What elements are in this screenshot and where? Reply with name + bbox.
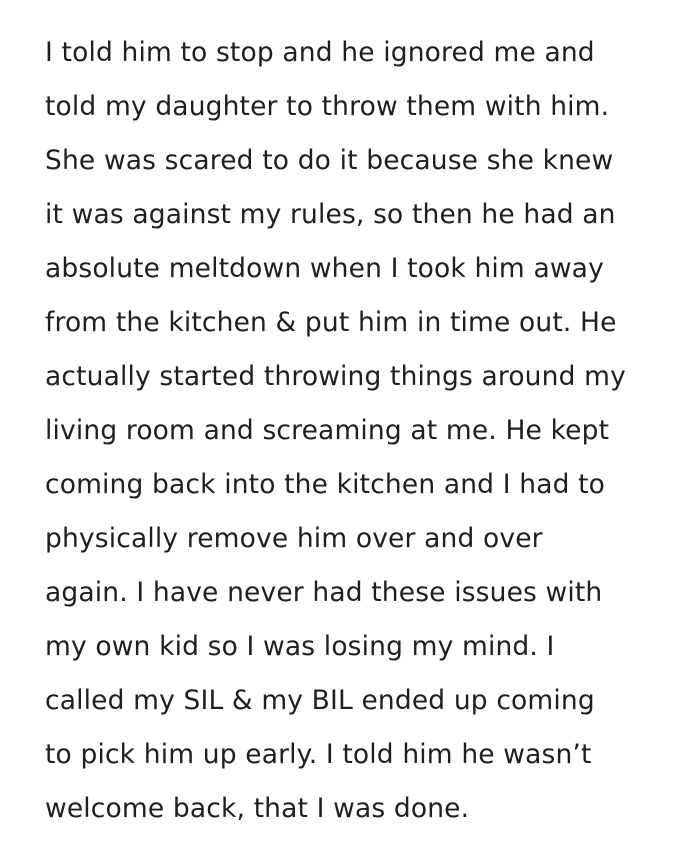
story-line: welcome back, that I was done. (45, 793, 470, 824)
story-line: to pick him up early. I told him he wasn’t (45, 739, 592, 770)
story-line: coming back into the kitchen and I had to (45, 469, 606, 500)
story-line: She was scared to do it because she knew (45, 145, 614, 176)
story-line: from the kitchen & put him in time out. He (45, 307, 617, 338)
story-line: living room and screaming at me. He kept (45, 415, 610, 446)
story-line: actually started throwing things around my (45, 361, 626, 392)
story-line: told my daughter to throw them with him. (45, 91, 610, 122)
story-line: again. I have never had these issues with (45, 577, 603, 608)
story-paragraph (45, 26, 680, 836)
story-line: called my SIL & my BIL ended up coming (45, 685, 595, 716)
story-line: physically remove him over and over (45, 523, 543, 554)
story-line: my own kid so I was losing my mind. I (45, 631, 555, 662)
story-line: I told him to stop and he ignored me and (45, 37, 595, 68)
story-line: absolute meltdown when I took him away (45, 253, 604, 284)
story-line: it was against my rules, so then he had an (45, 199, 616, 230)
